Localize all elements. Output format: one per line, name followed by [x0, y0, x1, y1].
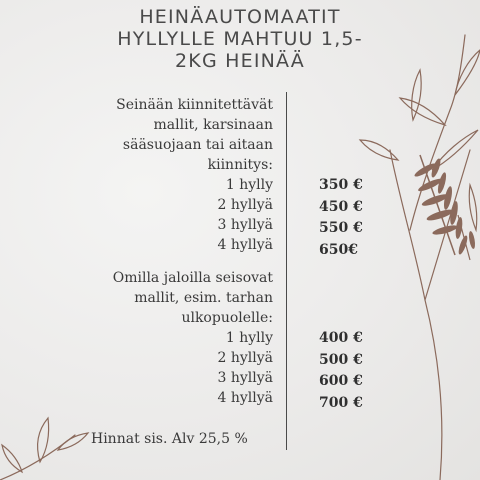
standing-row-price: 700 €	[319, 394, 363, 411]
leaf-outline	[412, 70, 421, 120]
standing-section-heading-line: mallit, esim. tarhan	[134, 290, 273, 306]
leaf-outline	[400, 98, 445, 125]
title-line-2: HYLLYLLE MAHTUU 1,5-	[117, 28, 363, 50]
wall-row-label: 2 hyllyä	[217, 197, 273, 213]
standing-section-heading-line: Omilla jaloilla seisovat	[112, 270, 273, 286]
standing-row-label: 1 hylly	[225, 330, 273, 346]
wall-section-heading-line: mallit, karsinaan	[153, 117, 273, 133]
standing-row-label: 4 hyllyä	[217, 390, 273, 406]
fern-fronds	[413, 155, 476, 260]
standing-section-labels	[113, 268, 273, 408]
wall-section-heading-line: kiinnitys:	[207, 157, 273, 173]
vat-note: Hinnat sis. Alv 25,5 %	[91, 431, 248, 447]
wall-section-labels	[116, 95, 273, 255]
wall-row-price: 350 €	[319, 177, 363, 193]
page-title	[0, 6, 480, 72]
leaf-outline	[360, 140, 398, 160]
standing-row-label: 3 hyllyä	[217, 370, 273, 386]
wall-row-label: 3 hyllyä	[217, 217, 273, 233]
wall-section-heading-line: Seinään kiinnitettävät	[116, 97, 273, 113]
title-line-1: HEINÄAUTOMAATIT	[139, 6, 341, 28]
standing-row-price: 500 €	[319, 351, 363, 368]
leaf-outline	[58, 433, 88, 450]
standing-section-prices	[319, 328, 363, 414]
wall-row-label: 4 hyllyä	[217, 237, 273, 253]
leaf-outline	[469, 185, 477, 230]
wall-row-label: 1 hylly	[225, 177, 273, 193]
wall-row-price: 650€	[319, 241, 358, 258]
standing-row-price: 600 €	[319, 373, 363, 389]
wall-row-price: 550 €	[319, 220, 363, 236]
leaf-outline	[432, 130, 478, 170]
title-line-3: 2KG HEINÄÄ	[175, 50, 305, 72]
standing-row-label: 2 hyllyä	[217, 350, 273, 366]
wall-row-price: 450 €	[319, 198, 363, 215]
wall-section-prices	[319, 175, 363, 261]
standing-row-price: 400 €	[319, 330, 363, 346]
leaf-outline	[38, 418, 49, 462]
stem-right	[425, 150, 470, 300]
wall-section-heading-line: sääsuojaan tai aitaan	[122, 137, 273, 153]
leaf-outline	[2, 445, 22, 472]
sprig-stem	[0, 435, 75, 480]
stem-main	[390, 150, 442, 480]
standing-section-heading-line: ulkopuolelle:	[181, 310, 273, 326]
column-divider	[286, 92, 287, 450]
